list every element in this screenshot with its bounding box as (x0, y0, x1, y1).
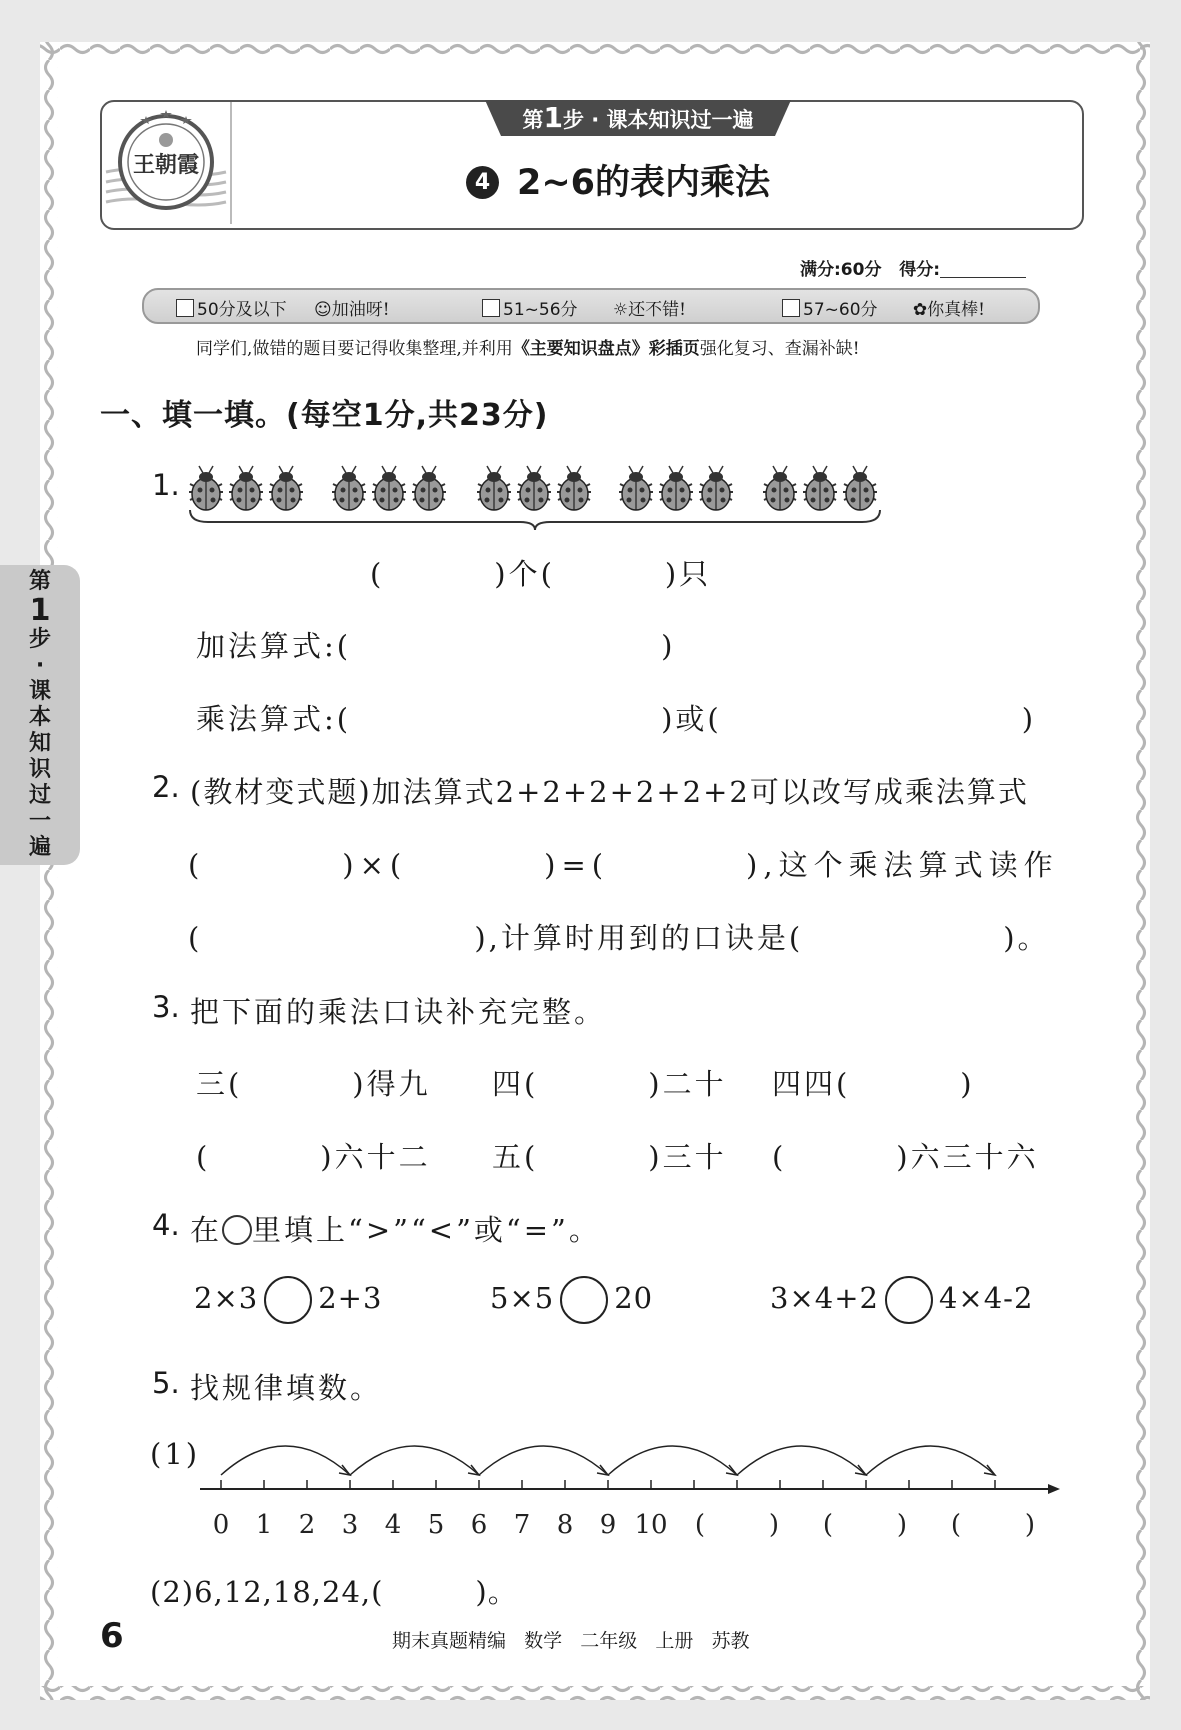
question-number: 1. (152, 468, 180, 502)
q2-line3: ( ),计算时用到的口诀是( )。 (188, 921, 1050, 955)
hop-arc (350, 1446, 479, 1475)
side-tab-char: 一 (28, 809, 51, 834)
number-line (180, 1420, 1060, 1540)
arrow-head-icon (1048, 1484, 1060, 1494)
score-line: 满分:60分 得分: (800, 255, 1026, 280)
compare-item: 2×3 2+3 (194, 1276, 382, 1324)
compare-item: 5×5 20 (490, 1276, 653, 1324)
question-number: 4. (152, 1208, 180, 1242)
ladybug-icon (332, 466, 366, 510)
checkbox[interactable] (482, 299, 500, 317)
rhyme-item: 四四( ) (772, 1067, 975, 1101)
ladybug-icon (477, 466, 511, 510)
checkbox[interactable] (176, 299, 194, 317)
answer-blank[interactable]: ( (822, 1510, 834, 1540)
question-number: 3. (152, 990, 180, 1024)
ladybug-icon (803, 466, 837, 510)
brace-bracket (188, 508, 882, 532)
question-number: 2. (152, 770, 180, 804)
flower-icon: ✿ (912, 300, 928, 320)
answer-blank[interactable]: ) (896, 1510, 908, 1540)
compare-item: 3×4+2 4×4-2 (770, 1276, 1033, 1324)
side-tab-char: 识 (28, 757, 51, 782)
footer-text: 期末真题精编 数学 二年级 上册 苏教 (392, 1630, 750, 1652)
q3-text: 把下面的乘法口诀补充完整。 (190, 995, 607, 1029)
ladybug-icon (699, 466, 733, 510)
side-tab-char: 知 (28, 731, 51, 756)
tick-label: 6 (470, 1510, 488, 1540)
ladybug-icon (412, 466, 446, 510)
ladybug-icon (229, 466, 263, 510)
compare-circle[interactable] (885, 1276, 933, 1324)
score-blank[interactable] (940, 259, 1026, 278)
answer-blank[interactable]: ) (1024, 1510, 1036, 1540)
tick-label: 1 (255, 1510, 273, 1540)
hop-arc (221, 1446, 350, 1475)
ladybug-icon (517, 466, 551, 510)
side-tab-char: 遍 (28, 835, 51, 860)
step-banner-text: 第1步 · 课本知识过一遍 (522, 101, 754, 134)
hop-arc (479, 1446, 608, 1475)
hop-arc (737, 1446, 866, 1475)
question-number: 5. (152, 1366, 180, 1400)
smile-icon: ☺ (314, 300, 332, 320)
rhyme-item: ( )六十二 (196, 1140, 431, 1174)
tick-label: 9 (599, 1510, 617, 1540)
q1-mul-line: 乘法算式:( )或( ) (196, 702, 1037, 736)
tick-label: 3 (341, 1510, 359, 1540)
logo (102, 102, 232, 224)
side-tab-char: 1 (29, 593, 51, 628)
ladybug-icon (659, 466, 693, 510)
rhyme-item: ( )六三十六 (772, 1140, 1039, 1174)
tick-label: 8 (556, 1510, 574, 1540)
q5-part1-label: (1) (150, 1437, 201, 1471)
tick-label: 0 (212, 1510, 230, 1540)
level-item: 51~56分 ☼还不错! (482, 295, 686, 320)
q5-text: 找规律填数。 (190, 1371, 383, 1405)
logo-text: 王朝霞 (132, 152, 200, 178)
compare-circle[interactable] (560, 1276, 608, 1324)
compare-circle[interactable] (264, 1276, 312, 1324)
answer-blank[interactable]: ) (768, 1510, 780, 1540)
circle-icon (222, 1215, 252, 1245)
ladybug-icon (619, 466, 653, 510)
side-tab (0, 565, 80, 865)
tick-label: 5 (427, 1510, 445, 1540)
section-title: 一、填一填。(每空1分,共23分) (100, 398, 549, 433)
answer-blank[interactable]: ( (694, 1510, 706, 1540)
side-tab-char: · (35, 653, 45, 678)
chapter-badge: 4 (466, 166, 499, 199)
page-number: 6 (100, 1616, 124, 1656)
hop-arc (866, 1446, 995, 1475)
tick-label: 2 (298, 1510, 316, 1540)
level-item: 57~60分 ✿你真棒! (782, 295, 985, 320)
side-tab-char: 本 (28, 705, 51, 730)
tick-label: 4 (384, 1510, 402, 1540)
level-bar (142, 288, 1040, 324)
rhyme-item: 五( )三十 (492, 1140, 727, 1174)
sun-icon: ☼ (612, 300, 629, 320)
side-tab-char: 第 (28, 569, 51, 594)
q2-line1: (教材变式题)加法算式2+2+2+2+2+2可以改写成乘法算式 (190, 775, 1029, 809)
ladybug-icon (763, 466, 797, 510)
ladybug-icon (372, 466, 406, 510)
rhyme-item: 三( )得九 (196, 1067, 431, 1101)
ladybug-icon (189, 466, 223, 510)
ladybug-icon (269, 466, 303, 510)
side-tab-char: 课 (28, 679, 51, 704)
q1-count-line: ( )个( )只 (370, 557, 712, 591)
rhyme-item: 四( )二十 (492, 1067, 727, 1101)
tick-label: 10 (634, 1510, 668, 1540)
side-tab-char: 过 (28, 783, 51, 808)
level-item: 50分及以下 ☺加油呀! (176, 295, 390, 320)
q1-add-line: 加法算式:( ) (196, 629, 676, 663)
page-title: 4 2~6的表内乘法 (466, 155, 770, 205)
study-note: 同学们,做错的题目要记得收集整理,并利用《主要知识盘点》彩插页强化复习、查漏补缺! (196, 339, 860, 359)
checkbox[interactable] (782, 299, 800, 317)
q4-text: 在 里填上“>”“<”或“=”。 (190, 1213, 601, 1247)
logo-emblem-icon (102, 102, 230, 224)
ladybug-icon (557, 466, 591, 510)
answer-blank[interactable]: ( (950, 1510, 962, 1540)
q2-line2: ( )×( )=( ),这个乘法算式读作 (188, 848, 1059, 882)
side-tab-char: 步 (28, 627, 51, 652)
q5-part2: (2)6,12,18,24,( )。 (150, 1575, 518, 1609)
hop-arc (608, 1446, 737, 1475)
ladybug-icon (843, 466, 877, 510)
tick-label: 7 (513, 1510, 531, 1540)
